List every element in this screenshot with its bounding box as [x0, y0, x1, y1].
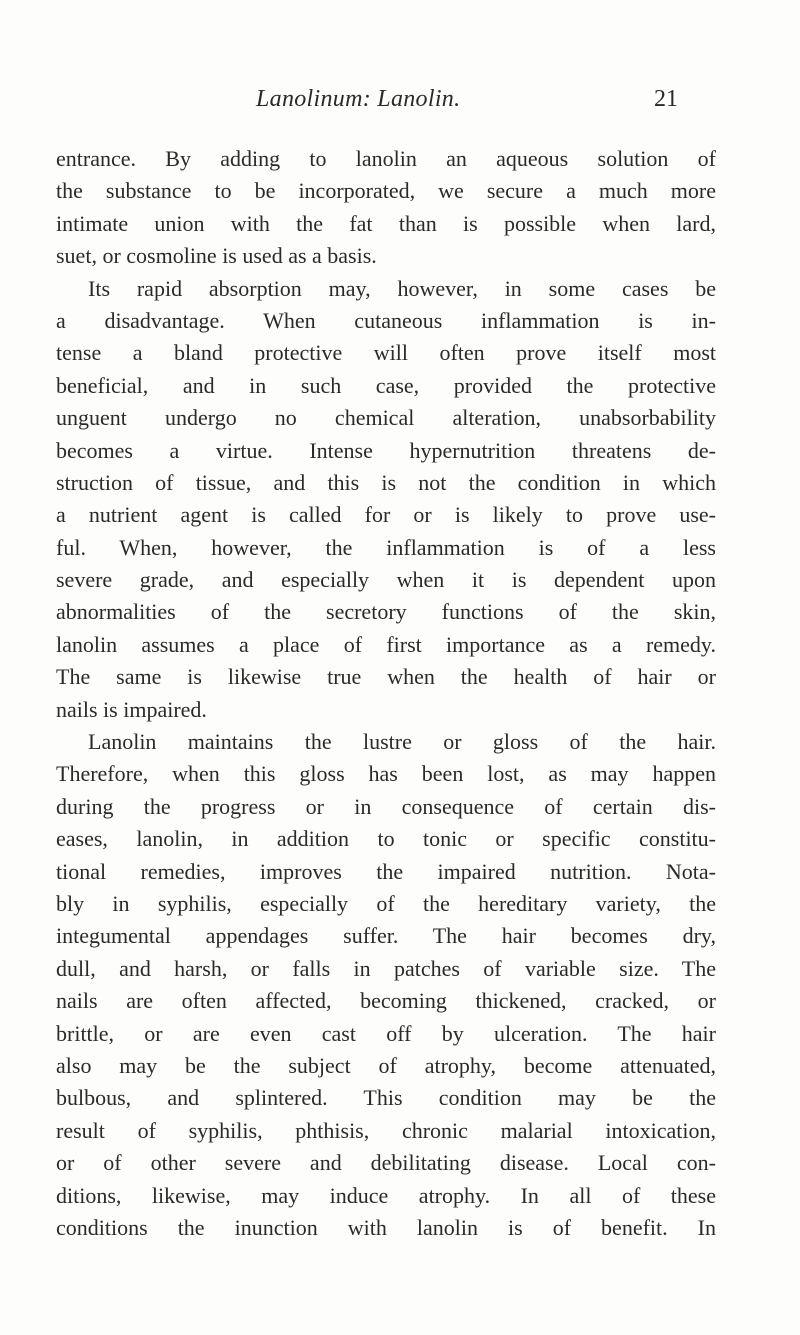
- text-line: eases, lanolin, in addition to tonic or specific constitu-: [56, 826, 716, 852]
- text-line: struction of tissue, and this is not the condition in which: [56, 469, 716, 495]
- running-head: [0, 86, 800, 120]
- text-line: dull, and harsh, or falls in patches of variable size. The: [56, 955, 716, 981]
- running-head-title: Lanolinum: Lanolin.: [256, 86, 461, 112]
- text-line: entrance. By adding to lanolin an aqueous solution of: [56, 146, 716, 171]
- text-line: result of syphilis, phthisis, chronic malarial intoxication,: [56, 1117, 716, 1143]
- text-line: conditions the inunction with lanolin is of benefit. In: [56, 1214, 716, 1240]
- text-line: bly in syphilis, especially of the hereditary variety, the: [56, 890, 716, 916]
- text-line: during the progress or in consequence of certain dis-: [56, 793, 716, 819]
- text-line: a nutrient agent is called for or is likely to prove use-: [56, 502, 716, 528]
- text-line: becomes a virtue. Intense hypernutrition threatens de-: [56, 437, 716, 463]
- text-line: Lanolin maintains the lustre or gloss of the hair.: [88, 729, 716, 755]
- text-line: also may be the subject of atrophy, become attenuated,: [56, 1052, 716, 1078]
- text-line: nails is impaired.: [56, 696, 207, 722]
- text-line: the substance to be incorporated, we secure a much more: [56, 178, 716, 204]
- text-line: nails are often affected, becoming thickened, cracked, or: [56, 988, 716, 1014]
- text-line: severe grade, and especially when it is dependent upon: [56, 567, 716, 593]
- text-line: a disadvantage. When cutaneous inflammation is in-: [56, 307, 716, 333]
- text-line: integumental appendages suffer. The hair becomes dry,: [56, 923, 716, 949]
- text-line: abnormalities of the secretory functions of the skin,: [56, 599, 716, 625]
- text-line: bulbous, and splintered. This condition may be the: [56, 1085, 716, 1111]
- text-line: ditions, likewise, may induce atrophy. In all of these: [56, 1182, 716, 1208]
- text-line: beneficial, and in such case, provided the protective: [56, 372, 716, 398]
- text-line: brittle, or are even cast off by ulceration. The hair: [56, 1020, 716, 1046]
- body-text: [56, 143, 716, 1244]
- text-line: or of other severe and debilitating disease. Local con-: [56, 1150, 716, 1176]
- text-line: Its rapid absorption may, however, in some cases be: [88, 275, 716, 301]
- text-line: suet, or cosmoline is used as a basis.: [56, 243, 377, 269]
- text-line: lanolin assumes a place of first importance as a remedy.: [56, 631, 716, 657]
- text-line: tional remedies, improves the impaired nutrition. Nota-: [56, 858, 716, 884]
- text-line: Therefore, when this gloss has been lost, as may happen: [56, 761, 716, 787]
- page-number: 21: [654, 86, 678, 112]
- text-line: intimate union with the fat than is possible when lard,: [56, 210, 716, 236]
- text-line: unguent undergo no chemical alteration, unabsorbability: [56, 405, 716, 431]
- text-line: tense a bland protective will often prove itself most: [56, 340, 716, 366]
- text-line: ful. When, however, the inflammation is of a less: [56, 534, 716, 560]
- text-line: The same is likewise true when the health of hair or: [56, 664, 716, 690]
